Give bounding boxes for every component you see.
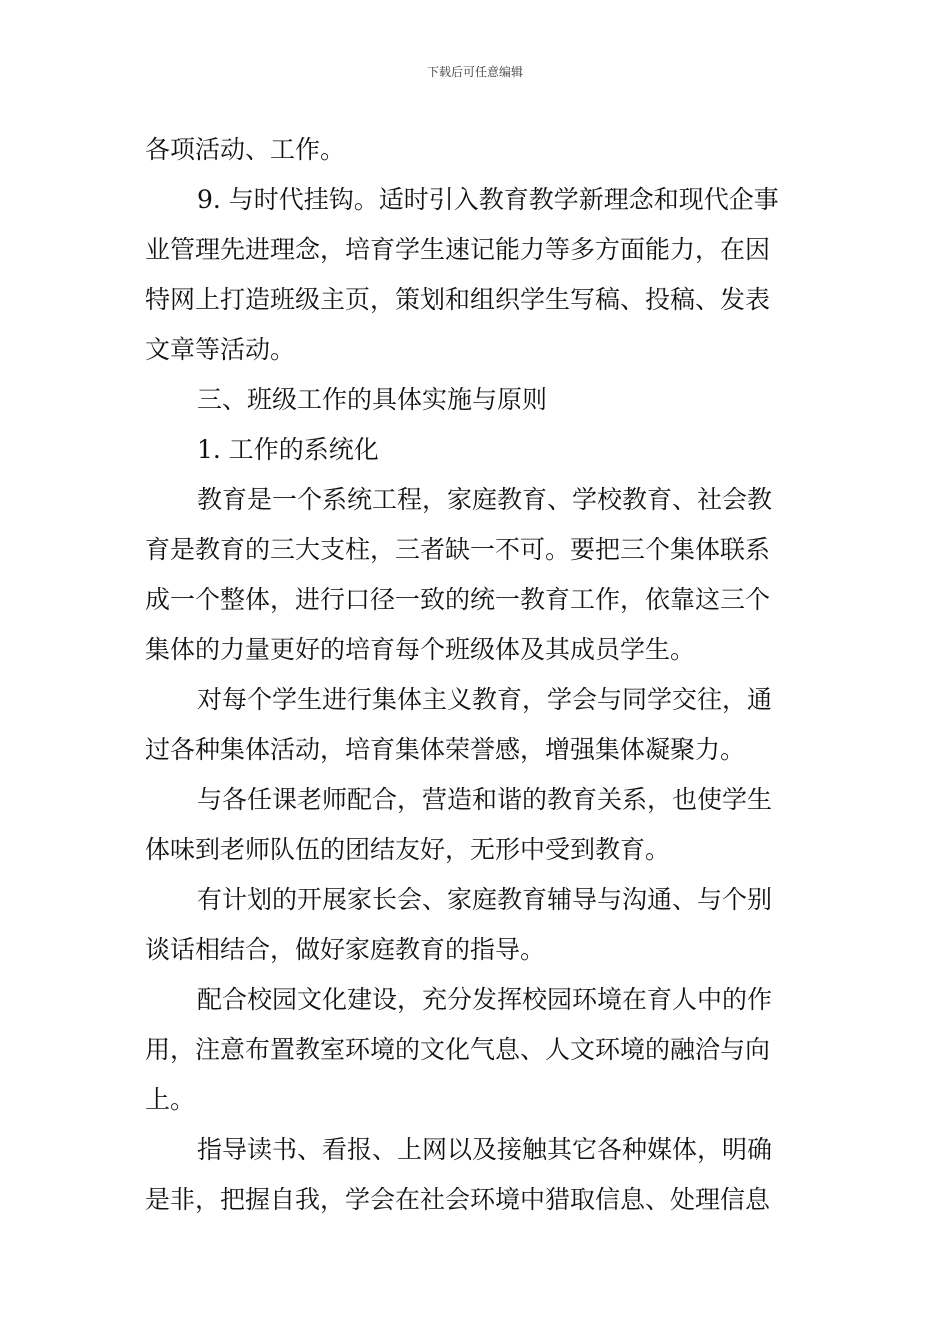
text-line: 1. 工作的系统化 xyxy=(197,435,379,464)
text-line: 集体的力量更好的培育每个班级体及其成员学生。 xyxy=(145,635,696,664)
text-line: 有计划的开展家长会、家庭教育辅导与沟通、与个别 xyxy=(197,885,773,914)
text-line: 是非，把握自我，学会在社会环境中猎取信息、处理信息 xyxy=(145,1185,771,1214)
text-line: 业管理先进理念，培育学生速记能力等多方面能力，在因 xyxy=(145,235,771,264)
text-line: 9. 与时代挂钩。适时引入教育教学新理念和现代企事 xyxy=(197,185,779,214)
text-line: 育是教育的三大支柱，三者缺一不可。要把三个集体联系 xyxy=(145,535,771,564)
text-line: 教育是一个系统工程，家庭教育、学校教育、社会教 xyxy=(197,485,773,514)
text-line: 与各任课老师配合，营造和谐的教育关系，也使学生 xyxy=(197,785,773,814)
text-line: 文章等活动。 xyxy=(145,335,296,364)
text-line: 指导读书、看报、上网以及接触其它各种媒体，明确 xyxy=(197,1135,773,1164)
text-line: 各项活动、工作。 xyxy=(145,135,346,164)
text-line: 对每个学生进行集体主义教育，学会与同学交往，通 xyxy=(197,685,773,714)
document-body xyxy=(145,125,810,1225)
text-line: 配合校园文化建设，充分发挥校园环境在育人中的作 xyxy=(197,985,773,1014)
text-line: 过各种集体活动，培育集体荣誉感，增强集体凝聚力。 xyxy=(145,735,746,764)
page-header: 下载后可任意编辑 xyxy=(426,65,523,79)
text-line: 三、班级工作的具体实施与原则 xyxy=(197,385,548,414)
text-line: 成一个整体，进行口径一致的统一教育工作，依靠这三个 xyxy=(145,585,771,614)
text-line: 谈话相结合，做好家庭教育的指导。 xyxy=(145,935,546,964)
text-line: 上。 xyxy=(145,1085,196,1114)
text-line: 体味到老师队伍的团结友好，无形中受到教育。 xyxy=(145,835,671,864)
text-line: 特网上打造班级主页，策划和组织学生写稿、投稿、发表 xyxy=(145,285,771,314)
text-line: 用，注意布置教室环境的文化气息、人文环境的融洽与向 xyxy=(145,1035,771,1064)
